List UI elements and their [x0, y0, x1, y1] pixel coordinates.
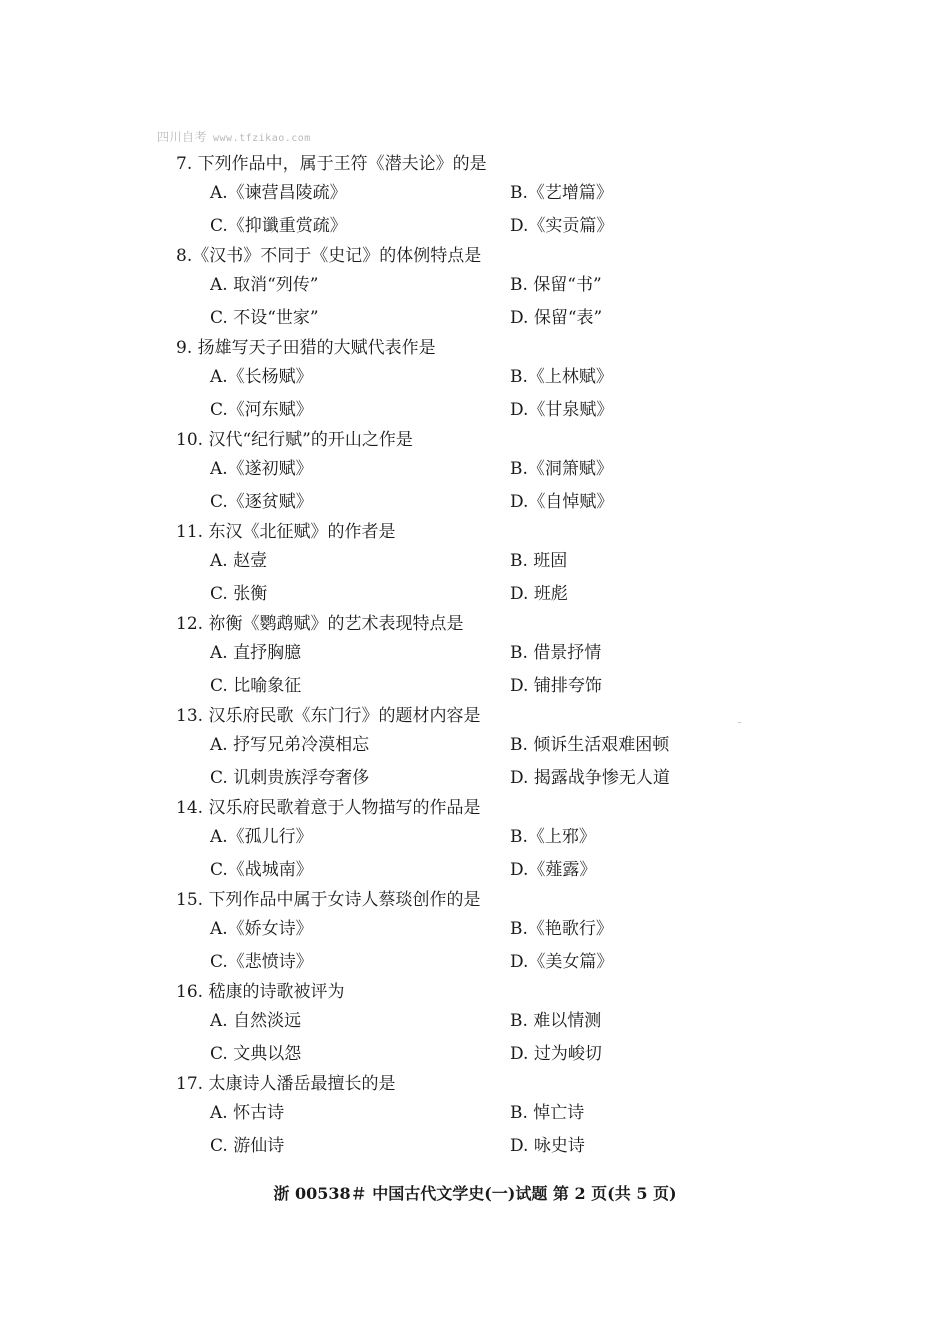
option-a: A. 抒写兄弟冷漠相忘 — [210, 735, 370, 755]
option-c: C. 比喻象征 — [210, 676, 302, 696]
question-14 — [176, 796, 736, 888]
option-c: C.《抑谶重赏疏》 — [210, 216, 347, 236]
question-stem: 17. 太康诗人潘岳最擅长的是 — [176, 1074, 396, 1094]
watermark-url: www.tfzikao.com — [213, 133, 311, 144]
option-c: C. 不设“世家” — [210, 308, 319, 328]
option-a: A.《孤儿行》 — [210, 827, 313, 847]
question-16 — [176, 980, 736, 1072]
option-a: A. 怀古诗 — [210, 1103, 285, 1123]
page-footer: 浙 00538＃ 中国古代文学史(一)试题 第 2 页(共 5 页) — [273, 1184, 677, 1203]
option-c: C.《河东赋》 — [210, 400, 313, 420]
option-d: D. 过为峻切 — [510, 1044, 602, 1064]
watermark-site-name: 四川自考 — [157, 130, 208, 144]
option-c: C. 讥刺贵族浮夸奢侈 — [210, 768, 370, 788]
scan-speck — [738, 722, 741, 723]
question-list — [176, 152, 736, 1164]
question-stem: 8.《汉书》不同于《史记》的体例特点是 — [176, 246, 482, 266]
option-b: B.《艳歌行》 — [510, 919, 613, 939]
question-stem: 7. 下列作品中，属于王符《潜夫论》的是 — [176, 154, 487, 174]
option-b: B. 借景抒情 — [510, 643, 602, 663]
question-11 — [176, 520, 736, 612]
question-stem: 13. 汉乐府民歌《东门行》的题材内容是 — [176, 706, 481, 726]
option-a: A.《长杨赋》 — [210, 367, 313, 387]
option-b: B. 班固 — [510, 551, 568, 571]
option-a: A. 自然淡远 — [210, 1011, 302, 1031]
option-b: B. 难以情测 — [510, 1011, 602, 1031]
option-c: C. 文典以怨 — [210, 1044, 302, 1064]
option-c: C. 游仙诗 — [210, 1136, 285, 1156]
question-stem: 9. 扬雄写天子田猎的大赋代表作是 — [176, 338, 436, 358]
option-c: C.《悲愤诗》 — [210, 952, 313, 972]
question-7 — [176, 152, 736, 244]
question-17 — [176, 1072, 736, 1164]
option-a: A.《娇女诗》 — [210, 919, 313, 939]
question-stem: 14. 汉乐府民歌着意于人物描写的作品是 — [176, 798, 481, 818]
question-9 — [176, 336, 736, 428]
option-d: D.《美女篇》 — [510, 952, 614, 972]
option-c: C.《逐贫赋》 — [210, 492, 313, 512]
option-a: A. 直抒胸臆 — [210, 643, 302, 663]
watermark — [157, 128, 311, 145]
option-a: A.《遂初赋》 — [210, 459, 313, 479]
question-stem: 11. 东汉《北征赋》的作者是 — [176, 522, 396, 542]
option-b: B.《洞箫赋》 — [510, 459, 613, 479]
option-b: B.《上邪》 — [510, 827, 596, 847]
option-b: B. 倾诉生活艰难困顿 — [510, 735, 670, 755]
option-d: D. 揭露战争惨无人道 — [510, 768, 670, 788]
question-8 — [176, 244, 736, 336]
option-b: B. 保留“书” — [510, 275, 602, 295]
option-d: D.《甘泉赋》 — [510, 400, 614, 420]
question-10 — [176, 428, 736, 520]
question-stem: 10. 汉代“纪行赋”的开山之作是 — [176, 430, 413, 450]
option-d: D.《薤露》 — [510, 860, 597, 880]
question-stem: 16. 嵇康的诗歌被评为 — [176, 982, 345, 1002]
option-d: D. 班彪 — [510, 584, 568, 604]
option-d: D. 保留“表” — [510, 308, 603, 328]
option-b: B.《上林赋》 — [510, 367, 613, 387]
question-15 — [176, 888, 736, 980]
option-a: A. 赵壹 — [210, 551, 268, 571]
option-a: A. 取消“列传” — [210, 275, 319, 295]
option-d: D. 咏史诗 — [510, 1136, 585, 1156]
question-13 — [176, 704, 736, 796]
option-c: C.《战城南》 — [210, 860, 313, 880]
option-d: D. 铺排夸饰 — [510, 676, 602, 696]
option-c: C. 张衡 — [210, 584, 268, 604]
option-b: B. 悼亡诗 — [510, 1103, 585, 1123]
option-a: A.《谏营昌陵疏》 — [210, 183, 347, 203]
option-d: D.《自悼赋》 — [510, 492, 614, 512]
option-b: B.《艺增篇》 — [510, 183, 613, 203]
question-stem: 12. 祢衡《鹦鹉赋》的艺术表现特点是 — [176, 614, 464, 634]
question-12 — [176, 612, 736, 704]
question-stem: 15. 下列作品中属于女诗人蔡琰创作的是 — [176, 890, 481, 910]
option-d: D.《实贡篇》 — [510, 216, 614, 236]
